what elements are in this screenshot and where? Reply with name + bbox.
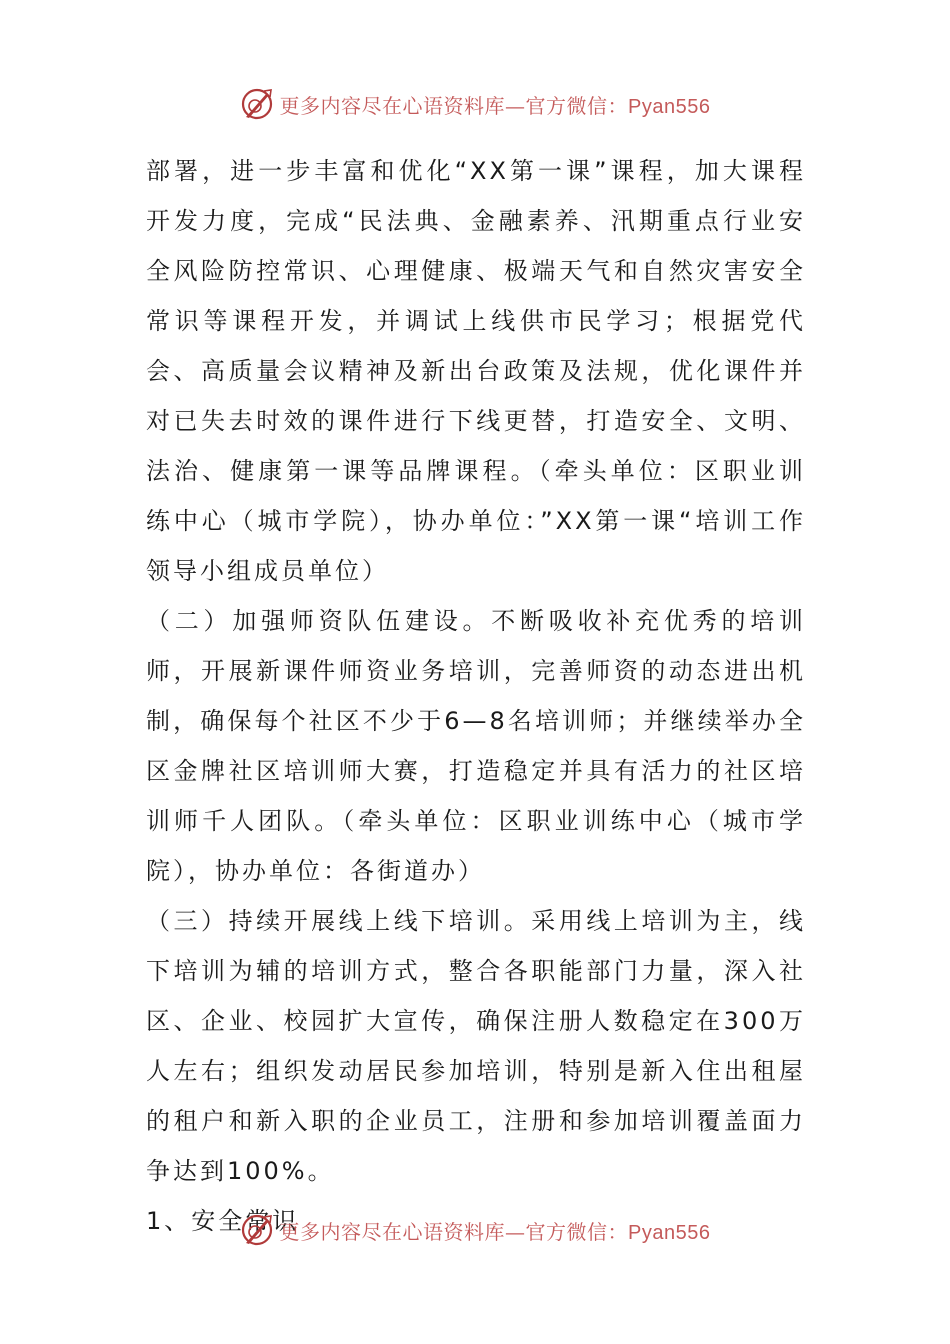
body-paragraph: 部署，进一步丰富和优化“XX第一课”课程，加大课程开发力度，完成“民法典、金融素养、汛期重点行业安全风险防控常识、心理健康、极端天气和自然灾害安全常识等课程开发，并调试上线供市民学习；根据党代会、高质量会议精神及新出台政策及法规，优化课件并对已失去时效的课件进行下线更替，打造安全、文明、法治、健康第一课等品牌课程。（牵头单位：区职业训练中心（城市学院），协办单位：”XX第一课“培训工作领导小组成员单位） bbox=[146, 157, 806, 585]
watermark-text: 更多内容尽在心语资料库—官方微信：Pyan556 bbox=[279, 93, 711, 118]
watermark-wechat-id: Pyan556 bbox=[628, 1221, 711, 1244]
section-heading: 1、安全常识 bbox=[146, 1207, 300, 1235]
watermark-wechat-id: Pyan556 bbox=[628, 95, 711, 118]
header-watermark bbox=[0, 84, 950, 124]
quill-pen-seal-icon bbox=[240, 87, 274, 121]
quill-pen-seal-icon bbox=[240, 1213, 274, 1247]
body-paragraph: （二）加强师资队伍建设。不断吸收补充优秀的培训师，开展新课件师资业务培训，完善师资的动态进出机制，确保每个社区不少于6—8名培训师；并继续举办全区金牌社区培训师大赛，打造稳定并具有活力的社区培训师千人团队。（牵头单位：区职业训练中心（城市学院），协办单位：各街道办） bbox=[146, 607, 806, 885]
watermark-text: 更多内容尽在心语资料库—官方微信：Pyan556 bbox=[279, 1219, 711, 1244]
footer-watermark bbox=[0, 1210, 950, 1250]
document-body bbox=[146, 146, 806, 1246]
body-paragraph: （三）持续开展线上线下培训。采用线上培训为主，线下培训为辅的培训方式，整合各职能部门力量，深入社区、企业、校园扩大宣传，确保注册人数稳定在300万人左右；组织发动居民参加培训，特别是新入住出租屋的租户和新入职的企业员工，注册和参加培训覆盖面力争达到100%。 bbox=[146, 907, 806, 1185]
